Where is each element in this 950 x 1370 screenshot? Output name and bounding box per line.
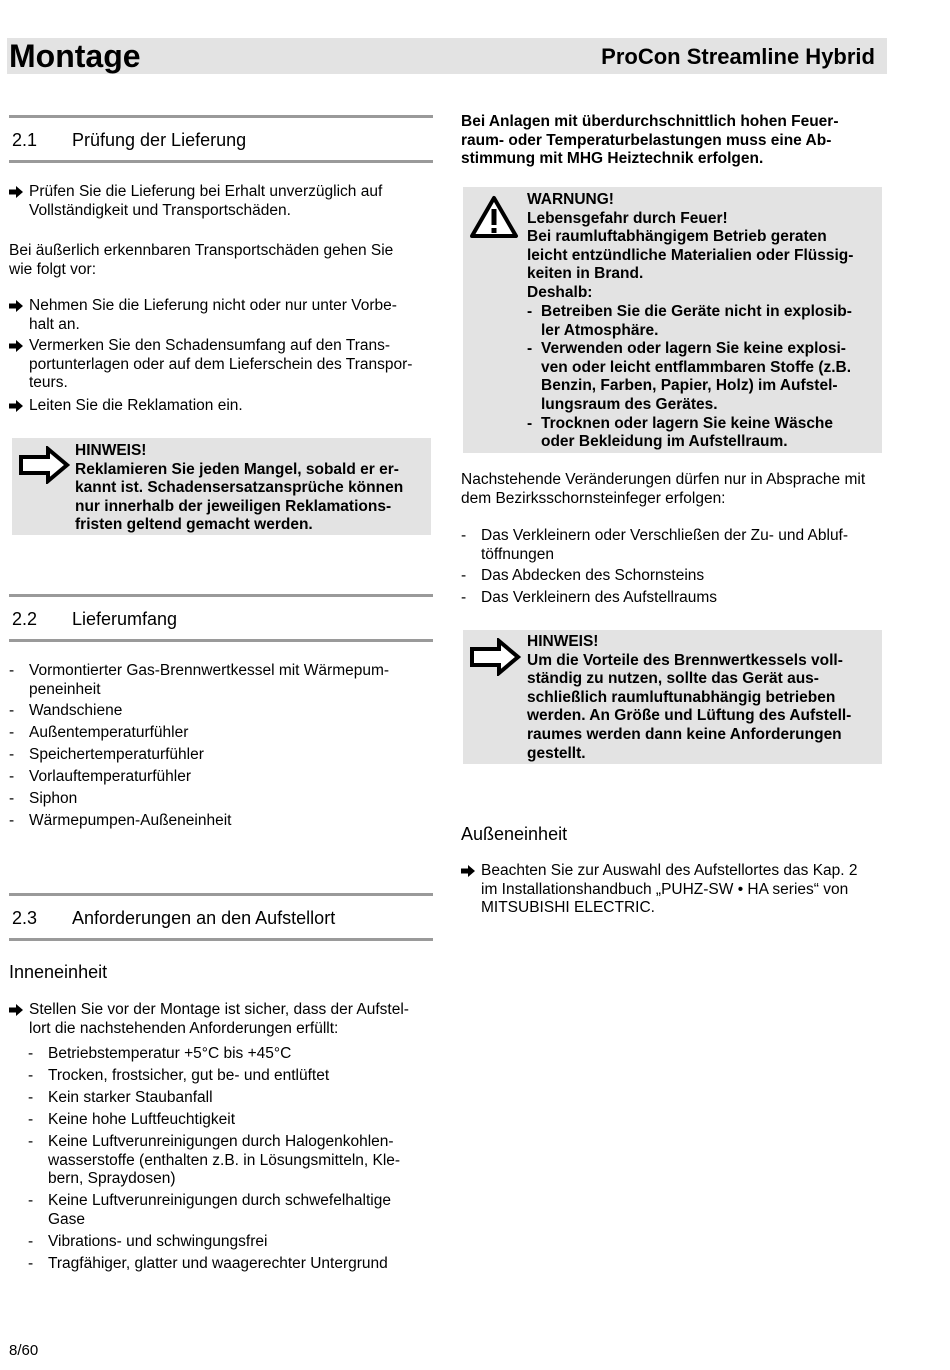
list-item: - Keine hohe Luftfeuchtigkeit <box>28 1111 235 1128</box>
instruction-item: Prüfen Sie die Lieferung bei Erhalt unverzüglich auf Vollständigkeit und Transportschäden. <box>9 183 382 220</box>
list-item: - Betreiben Sie die Geräte nicht in explosib- ler Atmosphäre. <box>527 303 852 339</box>
arrow-right-icon <box>9 1004 23 1016</box>
list-item: - Vibrations- und schwingungsfrei <box>28 1233 268 1250</box>
chapter-title: Montage <box>9 38 141 74</box>
instruction-item: Beachten Sie zur Auswahl des Aufstellortes das Kap. 2 im Installationshandbuch „PUHZ-SW • HA series“ von MITSUBISHI ELECTRIC. <box>461 862 858 918</box>
arrow-right-icon <box>9 300 23 312</box>
note-arrow-icon <box>469 638 521 676</box>
list-item: - Das Verkleinern oder Verschließen der Zu- und Abluf- töffnungen <box>461 527 849 563</box>
product-title: ProCon Streamline Hybrid <box>601 44 875 69</box>
list-item: - Speichertemperaturfühler <box>9 746 204 763</box>
section-number: 2.2 <box>12 609 38 629</box>
warning-list <box>527 303 852 452</box>
list-item: - Vorlauftemperaturfühler <box>9 768 191 785</box>
list-item: - Kein starker Staubanfall <box>28 1089 213 1106</box>
note-text: HINWEIS! Um die Vorteile des Brennwertkessels voll- ständig zu nutzen, sollte das Gerät aus- schließlich raumluftunabhängig betrieben werden. An Größe und Lüftung des Aufstell- raumes werden dann keine Anforderungen gestellt. <box>527 633 852 762</box>
note-text: HINWEIS! Reklamieren Sie jeden Mangel, sobald er er- kannt ist. Schadensersatzansprüche können nur innerhalb der jeweiligen Reklamations- fristen geltend gemacht werden. <box>75 442 404 534</box>
section-title: Anforderungen an den Aufstellort <box>72 908 336 928</box>
list-item: - Wärmepumpen-Außeneinheit <box>9 812 232 829</box>
subheading: Inneneinheit <box>9 962 108 982</box>
instruction-item: Leiten Sie die Reklamation ein. <box>9 397 243 416</box>
arrow-right-icon <box>9 186 23 198</box>
paragraph: Nachstehende Veränderungen dürfen nur in Absprache mit dem Bezirksschornsteinfeger erfolgen: <box>461 471 866 507</box>
section-title: Lieferumfang <box>72 609 178 629</box>
page-number: 8/60 <box>9 1342 39 1359</box>
arrow-right-icon <box>461 865 475 877</box>
list-item: - Außentemperaturfühler <box>9 724 189 741</box>
list-item: - Vormontierter Gas-Brennwertkessel mit Wärmepum- peneinheit <box>9 662 390 698</box>
list-item: - Trocken, frostsicher, gut be- und entlüftet <box>28 1067 330 1084</box>
list-item: - Keine Luftverunreinigungen durch schwefelhaltige Gase <box>28 1192 391 1228</box>
list-item: - Das Abdecken des Schornsteins <box>461 567 705 584</box>
section-2-3-heading <box>9 893 433 941</box>
arrow-right-icon <box>9 400 23 412</box>
instruction-item: Nehmen Sie die Lieferung nicht oder nur unter Vorbe- halt an. <box>9 297 397 334</box>
instruction-item: Vermerken Sie den Schadensumfang auf den Trans- portunterlagen oder auf dem Lieferschein des Transpor- teurs. <box>9 337 412 393</box>
page-header <box>7 38 887 74</box>
list-item: - Tragfähiger, glatter und waagerechter Untergrund <box>28 1255 388 1272</box>
section-2-2-heading <box>9 594 433 642</box>
list-item: - Trocknen oder lagern Sie keine Wäsche oder Bekleidung im Aufstellraum. <box>527 414 834 451</box>
list-item: - Wandschiene <box>9 702 123 719</box>
list-item: - Verwenden oder lagern Sie keine explosi- ven oder leicht entflammbaren Stoffe (z.B. Benzin, Farben, Papier, Holz) im Aufstel- lungsraum des Gerätes. <box>527 340 852 413</box>
note-box <box>463 630 882 764</box>
section-title: Prüfung der Lieferung <box>72 130 247 150</box>
intro-paragraph: Bei Anlagen mit überdurchschnittlich hohen Feuer- raum- oder Temperaturbelastungen muss eine Ab- stimmung mit MHG Heiztechnik erfolgen. <box>461 113 839 168</box>
warning-triangle-icon <box>469 195 519 239</box>
section-number: 2.3 <box>12 908 38 928</box>
arrow-right-icon <box>9 340 23 352</box>
warning-box <box>463 187 882 453</box>
instruction-item: Stellen Sie vor der Montage ist sicher, dass der Aufstel- lort die nachstehenden Anforderungen erfüllt: <box>9 1001 409 1038</box>
list-item: - Das Verkleinern des Aufstellraums <box>461 589 718 606</box>
list-item: - Siphon <box>9 790 78 807</box>
section-number: 2.1 <box>12 130 38 150</box>
list-item: - Keine Luftverunreinigungen durch Halogenkohlen- wasserstoffe (enthalten z.B. in Lösungsmitteln, Kle- bern, Spraydosen) <box>28 1133 401 1188</box>
note-box <box>12 438 431 535</box>
warning-text: WARNUNG! Lebensgefahr durch Feuer! Bei raumluftabhängigem Betrieb geraten leicht entzündliche Materialien oder Flüssig- keiten in Brand. Deshalb: <box>527 191 854 301</box>
note-arrow-icon <box>18 446 70 484</box>
list-item: - Betriebstemperatur +5°C bis +45°C <box>28 1045 292 1062</box>
paragraph: Bei äußerlich erkennbaren Transportschäden gehen Sie wie folgt vor: <box>9 242 394 278</box>
section-2-1-heading <box>9 115 433 163</box>
subheading: Außeneinheit <box>461 824 568 844</box>
